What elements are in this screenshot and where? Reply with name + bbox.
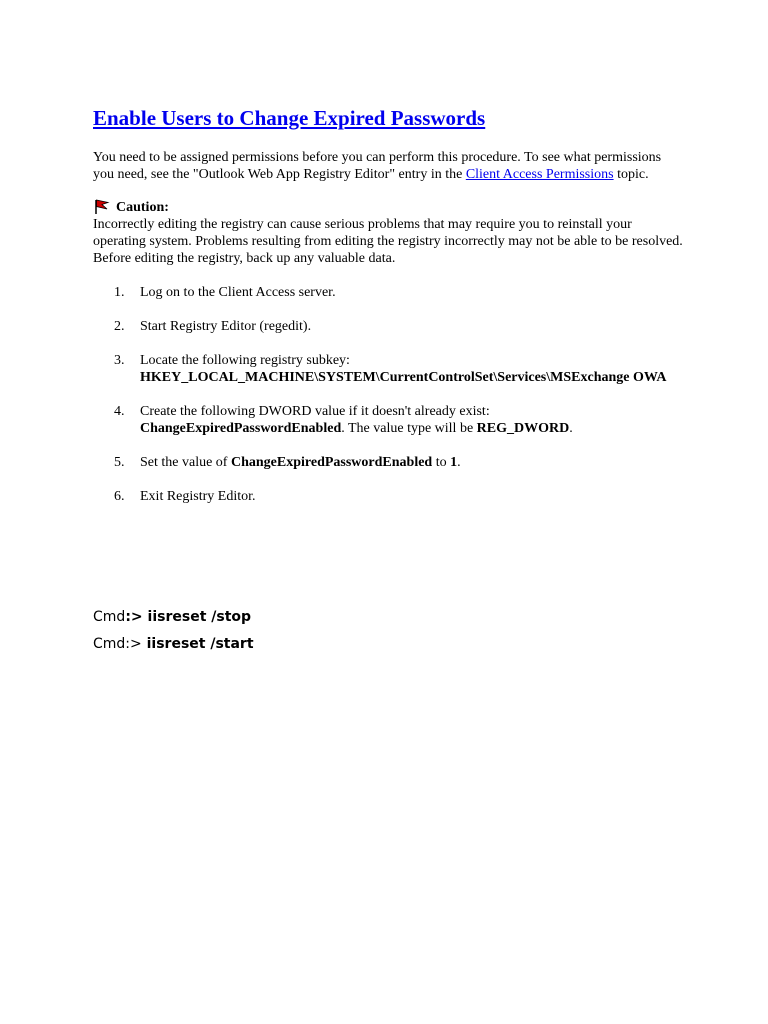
step-2 bbox=[93, 318, 683, 335]
step-text: . The value type will be bbox=[341, 421, 477, 436]
intro-text: You need to be assigned permissions before you can perform this procedure. To see what permissions you need, see the "Outlook Web App Registry Editor" entry in the bbox=[93, 150, 662, 182]
step-text: Exit Registry Editor. bbox=[140, 489, 256, 504]
client-access-permissions-link[interactable]: Client Access Permissions bbox=[465, 167, 614, 182]
step-4 bbox=[93, 403, 683, 437]
cmd-separator: :> bbox=[125, 609, 143, 625]
document-page bbox=[93, 104, 683, 522]
cmd-command: iisreset /stop bbox=[142, 609, 252, 625]
step-text: . bbox=[457, 455, 461, 470]
caution-heading bbox=[93, 199, 683, 216]
flag-icon bbox=[93, 198, 110, 215]
step-text: Log on to the Client Access server. bbox=[140, 285, 336, 300]
value-type: REG_DWORD bbox=[476, 421, 570, 436]
cmd-prefix: Cmd:> bbox=[93, 636, 142, 652]
procedure-steps bbox=[93, 284, 683, 505]
dword-value-name: ChangeExpiredPasswordEnabled bbox=[230, 455, 433, 470]
step-number: 3. bbox=[114, 353, 125, 368]
command-line-stop bbox=[93, 608, 693, 627]
step-text: . bbox=[569, 421, 573, 436]
step-number: 6. bbox=[114, 489, 125, 504]
cmd-command: iisreset /start bbox=[141, 636, 254, 652]
dword-value-name: ChangeExpiredPasswordEnabled bbox=[140, 421, 342, 436]
step-text: Locate the following registry subkey: bbox=[140, 353, 350, 368]
step-3 bbox=[93, 352, 683, 386]
cmd-prefix: Cmd bbox=[93, 609, 126, 625]
intro-paragraph bbox=[93, 149, 683, 183]
step-text: Create the following DWORD value if it doesn't already exist: bbox=[140, 404, 490, 419]
command-list bbox=[93, 608, 693, 654]
step-text: Start Registry Editor (regedit). bbox=[140, 319, 312, 334]
registry-subkey-path: HKEY_LOCAL_MACHINE\SYSTEM\CurrentControlSet\Services\MSExchange OWA bbox=[140, 370, 667, 385]
caution-body: Incorrectly editing the registry can cause serious problems that may require you to reinstall your operating system. Problems resulting from editing the registry incorrectly may not be able to be resolved. Before editing the registry, back up any valuable data. bbox=[93, 217, 683, 266]
step-number: 2. bbox=[114, 319, 125, 334]
step-text: to bbox=[432, 455, 451, 470]
step-number: 1. bbox=[114, 285, 125, 300]
command-line-start bbox=[93, 635, 693, 654]
step-6 bbox=[93, 488, 683, 505]
step-5 bbox=[93, 454, 683, 471]
step-1 bbox=[93, 284, 683, 301]
value-setting: 1 bbox=[450, 455, 458, 470]
step-text: Set the value of bbox=[140, 455, 231, 470]
step-number: 4. bbox=[114, 404, 125, 419]
intro-text-end: topic. bbox=[613, 167, 649, 182]
page-title[interactable]: Enable Users to Change Expired Passwords bbox=[93, 106, 486, 130]
step-number: 5. bbox=[114, 455, 125, 470]
caution-label: Caution: bbox=[116, 200, 169, 215]
